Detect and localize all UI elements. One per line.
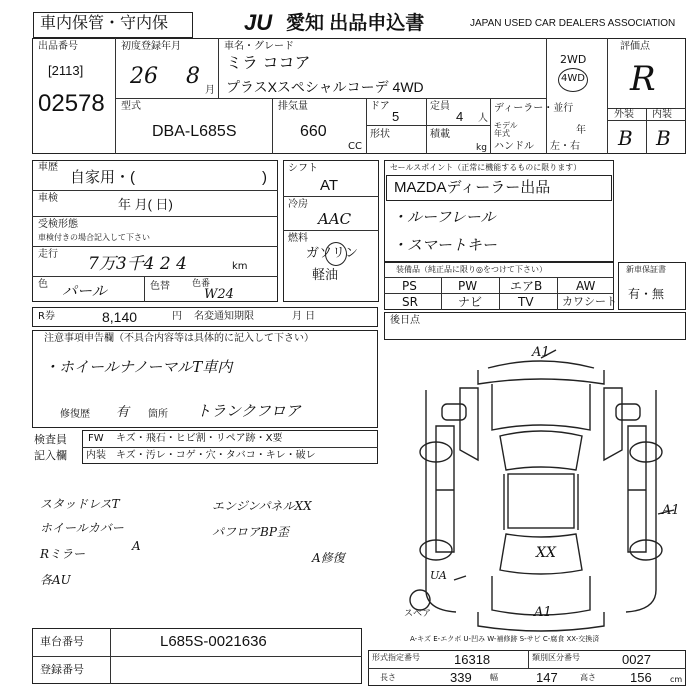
equip-leather: カワシート	[562, 295, 617, 308]
spec-length-label: 長さ	[380, 673, 396, 682]
displacement-value: 660	[300, 123, 327, 140]
fuel-circle	[325, 242, 347, 266]
warranty-label: 新車保証書	[626, 265, 666, 274]
top-block	[32, 38, 686, 154]
diagram-label-spare: スペア	[404, 609, 432, 619]
spec-width-label: 幅	[490, 673, 498, 682]
r-ticket-label: R券	[38, 311, 55, 322]
equip-ps: PS	[402, 279, 417, 293]
fuel-value: ガソリン	[306, 245, 359, 260]
repair-place-label: 箇所	[148, 409, 168, 420]
history-close: )	[262, 169, 267, 186]
mileage-unit: km	[232, 261, 248, 272]
seats-unit: 人	[478, 113, 488, 124]
equip-pw: PW	[458, 279, 478, 293]
remarks-label: 注意事項申告欄（不具合内容等は具体的に記入して下さい）	[44, 333, 314, 344]
spec-width: 147	[536, 670, 558, 685]
car-name: ミラ ココア	[226, 55, 311, 72]
r-ticket-unit: 円	[172, 311, 182, 322]
diagram-legend: A-キズ E-エクボ U-凹み W-補修跡 S-サビ C-腐食 XX-交換済	[410, 635, 600, 643]
car-diagram	[396, 340, 686, 640]
spec-cat-value: 0027	[622, 652, 651, 667]
spec-type-value: 16318	[454, 652, 491, 667]
grade-label: 評価点	[620, 41, 650, 52]
inspection-label: 車検	[38, 193, 58, 204]
note-repair: A修復	[312, 551, 345, 565]
diagram-label-xx: XX	[536, 545, 556, 561]
chassis-label: 車台番号	[40, 635, 84, 648]
diagram-label-rear: A1	[534, 605, 552, 620]
diagram-label-ua: UA	[430, 569, 447, 582]
inspector-row1-head: FW	[88, 433, 104, 444]
repair-value: 有	[116, 405, 130, 420]
model-value: DBA-L685S	[152, 123, 237, 140]
load-label: 積載	[430, 129, 450, 140]
fuel-label: 燃料	[288, 233, 308, 244]
equip-tv: TV	[518, 295, 534, 309]
shift-value: AT	[320, 177, 339, 194]
inspector-label2: 記入欄	[34, 449, 67, 462]
diagram-label-front: A1	[532, 345, 550, 360]
equipment-label: 装備品（純正品に限り◎をつけて下さい）	[396, 265, 547, 274]
note-engine-panel: エンジンパネルXX	[212, 499, 312, 513]
exterior-value: B	[618, 126, 633, 150]
color-label: 色	[38, 279, 48, 290]
drive-4wd: 4WD	[561, 73, 585, 84]
repair-label: 修復歴	[60, 409, 90, 420]
title-ja: 愛知 出品申込書	[286, 13, 425, 34]
r-ticket-value: 8,140	[102, 309, 138, 325]
lot-sub-number: [2113]	[48, 63, 84, 78]
seats-value: 4	[456, 109, 464, 124]
doors-value: 5	[392, 109, 400, 124]
diagram-label-side: A1	[662, 503, 680, 518]
chassis-value: L685S-0021636	[160, 633, 267, 650]
note-au: 各AU	[40, 573, 71, 587]
note-mirror: Rミラー	[40, 547, 86, 561]
lot-number: 02578	[38, 90, 105, 117]
interior-value: B	[656, 126, 671, 150]
equip-aw: AW	[576, 279, 596, 293]
equip-navi: ナビ	[458, 295, 483, 309]
shift-label: シフト	[288, 163, 318, 174]
history-label: 車歴	[38, 162, 58, 173]
inspector-label: 検査員	[34, 433, 67, 446]
doors-label: ドア	[370, 101, 390, 112]
color-change-label: 色替	[150, 281, 170, 292]
ac-label: 冷房	[288, 199, 308, 210]
notice-unit: 月 日	[292, 311, 316, 322]
mileage-value: 7万3千4 2 4	[88, 254, 187, 274]
model-year-label: モデル年式	[494, 121, 518, 138]
displacement-unit: CC	[348, 141, 362, 152]
fuel-value2: 軽油	[312, 267, 339, 282]
color-code-label: 色番	[192, 279, 211, 289]
shape-label: 形状	[370, 129, 390, 140]
spec-type-label: 形式指定番号	[372, 653, 420, 662]
notice-label: 名変通知期限	[194, 311, 254, 322]
handle-label: ハンドル	[494, 141, 534, 152]
interior-label: 内装	[652, 109, 672, 120]
model-year-unit: 年	[576, 125, 586, 136]
ac-value: AAC	[318, 210, 352, 228]
inspector-row2: キズ・汚レ・コゲ・穴・タバコ・キレ・破レ	[116, 450, 316, 461]
equip-sr: SR	[402, 295, 418, 309]
aftermarket-block	[384, 312, 686, 340]
exterior-label: 外装	[614, 109, 634, 120]
spec-height: 156	[630, 670, 652, 685]
sales-item-2: ・スマートキー	[392, 236, 497, 254]
spec-length: 339	[450, 670, 472, 685]
drive-2wd: 2WD	[560, 53, 587, 66]
inspector-row2-head: 内装	[86, 450, 106, 461]
model-label: 型式	[121, 101, 141, 112]
color-value: パール	[62, 282, 107, 300]
car-label: 車名・グレード	[224, 41, 294, 52]
displacement-label: 排気量	[278, 101, 308, 112]
handle-value: 左・右	[550, 141, 580, 152]
inspection-value: 年 月( 日)	[118, 197, 173, 212]
pending-label: 受検形態	[38, 219, 78, 230]
car-grade: プラスXスペシャルコーデ 4WD	[226, 79, 424, 95]
seats-label: 定員	[430, 101, 450, 112]
inspector-row1: キズ・飛石・ヒビ割・リペア跡・X要	[116, 433, 283, 444]
note-floor: パフロアBP歪	[212, 525, 289, 539]
load-unit: kg	[476, 143, 487, 153]
sales-headline: MAZDAディーラー出品	[394, 179, 551, 196]
note-wheel-cover: ホイールカバー	[40, 521, 124, 535]
spec-height-label: 高さ	[580, 673, 596, 682]
spec-unit: cm	[670, 675, 683, 684]
registration-year: 26	[130, 64, 158, 89]
pending-note: 車検付きの場合記入して下さい	[38, 233, 150, 242]
ju-logo: JU	[244, 10, 273, 35]
history-value: 自家用・(	[70, 169, 135, 186]
plate-label: 登録番号	[40, 663, 84, 676]
aftermarket-label: 後日点	[390, 315, 420, 326]
title-en: JAPAN USED CAR DEALERS ASSOCIATION	[470, 18, 676, 29]
warranty-value: 有・無	[628, 287, 665, 301]
registration-label: 初度登録年月	[121, 41, 181, 52]
sales-item-1: ・ルーフレール	[392, 208, 496, 226]
note-studless: スタッドレスT	[40, 497, 120, 511]
grade-value: R	[630, 59, 656, 99]
mileage-label: 走行	[38, 249, 58, 260]
equip-airbag: エアB	[510, 279, 543, 293]
repair-place: トランクフロア	[196, 402, 301, 420]
dealer-label: ディーラー・並行	[494, 103, 574, 114]
sales-label: セールスポイント（正常に機能するものに限ります）	[390, 163, 582, 172]
color-code: W24	[204, 287, 234, 302]
spec-cat-label: 類別区分番号	[532, 653, 580, 662]
remarks-text: ・ホイールナノーマルT車内	[44, 358, 233, 376]
registration-month-unit: 月	[205, 85, 215, 96]
note-a: A	[132, 539, 141, 553]
lot-label: 出品番号	[38, 41, 78, 52]
registration-month: 8	[186, 64, 200, 89]
header-stamp: 車内保管・守内保	[40, 15, 169, 32]
